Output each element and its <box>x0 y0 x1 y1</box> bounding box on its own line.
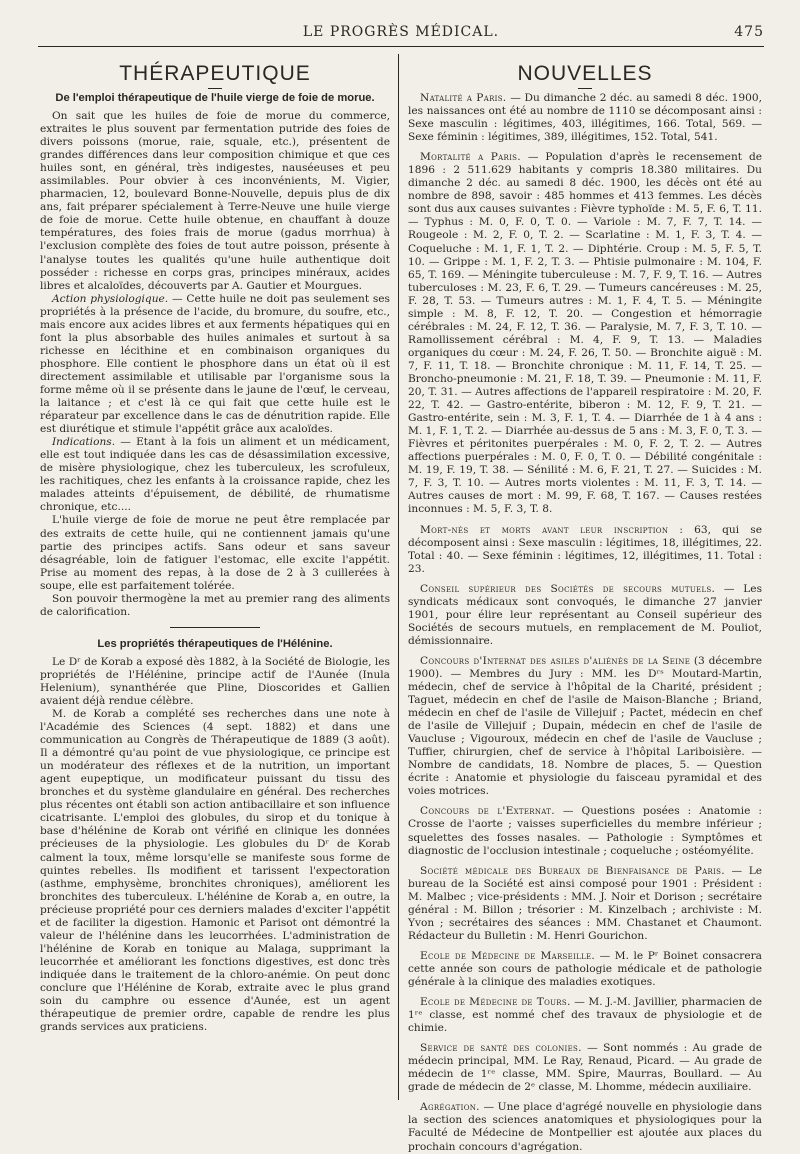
paragraph <box>40 436 390 514</box>
paragraph-text: — Le bureau de la Société est ainsi composé pour 1901 : Président : M. Malbec ; vice-présidents : MM. J. Noir et Dorison ; secrétaire général : M. Billon ; trésorier : M. Kinzelbach ; archiviste : M. Yvon ; secrétaires des séances : MM. Chastanet et Chaumont. Rédacteur du Bulletin : M. Henri Gourichon. <box>408 864 762 942</box>
paragraph-text: — Sont nommés : Au grade de médecin principal, MM. Le Ray, Renaud, Picard. — Au grade de médecin de 1ʳᵉ classe, MM. Spire, Maurras, Boullard. — Au grade de médecin de 2ᵉ classe, M. Lhomme, médecin auxiliaire. <box>408 1042 762 1094</box>
paragraph <box>408 865 762 943</box>
paragraph <box>408 524 762 576</box>
paragraph-text: — Une place d'agrégé nouvelle en physiologie dans la section des sciences anatomiques et physiologiques pour la Faculté de Médecine de Montpellier est ajoutée aux places du prochain concours d'agrégation. <box>408 1101 762 1153</box>
section-title-nouvelles: NOUVELLES <box>517 62 653 85</box>
paragraph-text: Son pouvoir thermogène la met au premier rang des aliments de calorification. <box>40 592 390 618</box>
paragraph-text: — Cette huile ne doit pas seulement ses propriétés à la présence de l'acide, du bromure, du soufre, etc., mais encore aux acides libres et aux ferments hépatiques qui en font la plus absorbable des huiles animales et surtout à sa richesse en lécithine et en combinaison organiques du phosphore. Elle contient le phosphore dans un état où il est directement assimilable et utilisable par l'organisme sous la forme même où il se présente dans le jaune de l'œuf, le cerveau, la laitance ; et c'est là ce qui fait que cette huile est le réparateur par excellence dans le cas de dénutrition rapide. Elle est diurétique et stimule l'appétit grâce aux acaloïdes. <box>40 292 390 436</box>
paragraph-lead: Concours de l'Externat. <box>420 805 555 818</box>
paragraph <box>40 593 390 619</box>
paragraph-lead: Société médicale des Bureaux de Bienfaisance de Paris. <box>420 864 725 877</box>
paragraph-text: — Du dimanche 2 déc. au samedi 8 déc. 1900, les naissances ont été au nombre de 1110 se décomposant ainsi : Sexe masculin : légitimes, 403, illégitimes, 166. Total, 569. — Sexe féminin : légitimes, 389, illégitimes, 152. Total, 541. <box>408 92 762 144</box>
left-column <box>40 56 390 1106</box>
paragraph-lead: Ecole de Médecine de Tours. <box>420 996 571 1009</box>
paragraph-lead: Action physiologique. <box>52 292 169 305</box>
paragraph-lead: Concours d'Internat des asiles d'aliénés de la Seine <box>420 654 691 667</box>
paragraph-text: — Etant à la fois un aliment et un médicament, elle est tout indiquée dans les cas de désassimilation excessive, de misère physiologique, chez les tuberculeux, les scrofuleux, les rachitiques, chez les enfants à la croissance rapide, chez les malades atteints d'épuisement, de débilité, de rhumatisme chronique, etc.... <box>40 436 390 514</box>
article-title-helenine: Les propriétés thérapeutiques de l'Hélénine. <box>97 637 333 650</box>
article-body-helenine <box>40 656 390 1034</box>
paragraph-text: M. de Korab a complété ses recherches dans une note à l'Académie des Sciences (4 sept. 1882) et dans une communication au Congrès de Thérapeutique de 1889 (3 août). Il a démontré qu'au point de vue physiologique, ce principe est un modérateur des réflexes et de la nutrition, un important agent eupeptique, un modificateur puissant du tissu des bronches et du système glandulaire en général. Des recherches plus récentes ont établi son action antibacillaire et son influence cicatrisante. L'emploi des globules, du sirop et du tonique à base d'hélénine de Korab ont vérifié en clinique les données précieuses de la physiologie. Les globules du Dʳ de Korab calment la toux, même lorsqu'elle se manifeste sous forme de quintes rebelles. Ils modifient et tarissent l'expectoration (asthme, emphysème, bronchites chroniques), améliorent les bronchites des tuberculeux. L'hélénine de Korab a, en outre, la précieuse propriété pour ces derniers malades d'exciter l'appétit et de faciliter la digestion. Hamonic et Parisot ont démontré la valeur de l'hélénine dans les leucorrhées. L'administration de l'hélénine de Korab en tonique au Malaga, supprimant la leucorrhée et améliorant les fonctions digestives, est donc très indiquée dans le traitement de la chloro-anémie. On peut donc conclure que l'Hélénine de Korab, extraite avec le plus grand soin du camphre ou essence d'Aunée, est un agent thérapeutique de premier ordre, capable de rendre les plus grands services aux praticiens. <box>40 708 390 1034</box>
paragraph-text: L'huile vierge de foie de morue ne peut être remplacée par des extraits de cette huile, qui ne contiennent jamais qu'une partie des principes actifs. Sans odeur et sans saveur désagréable, loin de fatiguer l'estomac, elle excite l'appétit. Prise au moment des repas, à la dose de 2 à 3 cuillerées à soupe, elle est parfaitement tolérée. <box>40 514 390 592</box>
paragraph-lead: Agrégation. <box>420 1101 480 1114</box>
article-title-huile: De l'emploi thérapeutique de l'huile vierge de foie de morue. <box>55 92 375 104</box>
page-number: 475 <box>734 24 764 40</box>
paragraph <box>408 151 762 516</box>
paragraph <box>408 950 762 989</box>
paragraph <box>408 996 762 1035</box>
header-rule <box>38 46 764 47</box>
paragraph-lead: Mort-nés et morts avant leur inscription <box>420 523 669 536</box>
running-head <box>38 24 764 44</box>
article-body-huile <box>40 110 390 619</box>
paragraph-text: Le Dʳ de Korab a exposé dès 1882, à la Société de Biologie, les propriétés de l'Hélénine, principe actif de l'Aunée (Inula Helenium), synanthérée que Pline, Dioscorides et Gallien avaient déjà rendue célèbre. <box>40 655 390 707</box>
paragraph <box>408 1042 762 1094</box>
title-dash <box>578 88 592 89</box>
journal-title: LE PROGRÈS MÉDICAL. <box>302 24 500 40</box>
paragraph <box>408 92 762 144</box>
paragraph <box>408 583 762 648</box>
paragraph <box>40 293 390 437</box>
paragraph <box>408 655 762 799</box>
paragraph <box>40 514 390 592</box>
paragraph-text: — M. J.-M. Javillier, pharmacien de 1ʳᵉ classe, est nommé chef des travaux de physiologie et de chimie. <box>408 996 763 1035</box>
column-divider <box>398 54 399 1100</box>
right-column <box>408 56 763 1153</box>
news-list <box>408 92 762 1154</box>
paragraph-lead: Indications. <box>52 436 116 449</box>
paragraph-text: (3 décembre 1900). — Membres du Jury : MM. les Dʳˢ Moutard-Martin, médecin, chef de service à l'hôpital de la Charité, président ; Taguet, médecin en chef de l'asile de Maison-Blanche ; Briand, médecin en chef de l'asile de Villejuif ; Pactet, médecin en chef de l'asile de Villejuif ; Dupain, médecin en chef de l'asile de Vaucluse ; Vigouroux, médecin en chef de l'asile de Vaucluse ; Tuffier, chirurgien, chef de service à l'hôpital Lariboisière. — Nombre de candidats, 18. Nombre de places, 5. — Question écrite : Anatomie et physiologie du faisceau pyramidal et des voies motrices. <box>408 654 762 798</box>
paragraph-text: — M. le Pʳ Boinet consacrera cette année son cours de pathologie médicale et de pathologie générale à la clinique des maladies exotiques. <box>408 949 762 988</box>
paragraph-text: — Population d'après le recensement de 1896 : 2 511.629 habitants y compris 18.380 militaires. Du dimanche 2 déc. au samedi 8 déc. 1900, les décès ont été au nombre de 898, savoir : 485 hommes et 413 femmes. Les décès sont dus aux causes suivantes : Fièvre typhoïde : M. 5, F. 6, T. 11. — Typhus : M. 0, F. 0, T. 0. — Variole : M. 7, F. 7, T. 14. — Rougeole : M. 2, F. 0, T. 2. — Scarlatine : M. 1, F. 3, T. 4. — Coqueluche : M. 1, F. 1, T. 2. — Diphtérie. Croup : M. 5, F. 5, T. 10. — Grippe : M. 1, F. 2, T. 3. — Phtisie pulmonaire : M. 104, F. 65, T. 169. — Méningite tuberculeuse : M. 7, F. 9, T. 16. — Autres tuberculoses : M. 23, F. 6, T. 29. — Tumeurs cancéreuses : M. 25, F. 28, T. 53. — Tumeurs autres : M. 1, F. 4, T. 5. — Méningite simple : M. 8, F. 12, T. 20. — Congestion et hémorragie cérébrales : M. 24, F. 12, T. 36. — Paralysie, M. 7, F. 3, T. 10. — Ramollissement cérébral : M. 4, F. 9, T. 13. — Maladies organiques du cœur : M. 24, F. 26, T. 50. — Bronchite aiguë : M. 7, F. 11, T. 18. — Bronchite chronique : M. 11, F. 14, T. 25. — Broncho-pneumonie : M. 21, F. 18, T. 39. — Pneumonie : M. 11, F. 20, T. 31. — Autres affections de l'appareil respiratoire : M. 20, F. 22, T. 42. — Gastro-entérite, biberon : M. 12, F. 9, T. 21. — Gastro-entérite, sein : M. 3, F. 1, T. 4. — Diarrhée de 1 à 4 ans : M. 1, F. 1, T. 2. — Diarrhée au-dessus de 5 ans : M. 3, F. 0, T. 3. — Fièvres et péritonites puerpérales : M. 0, F. 2, T. 2. — Autres affections puerpérales : M. 0, F. 0, T. 0. — Débilité congénitale : M. 19, F. 19, T. 38. — Sénilité : M. 6, F. 21, T. 27. — Suicides : M. 7, F. 3, T. 10. — Autres morts violentes : M. 11, F. 3, T. 14. — Autres causes de mort : M. 99, F. 68, T. 167. — Causes restées inconnues : M. 5, F. 3, T. 8. <box>408 151 762 516</box>
paragraph-lead: Natalité a Paris. <box>420 92 507 104</box>
title-dash <box>208 88 222 89</box>
paragraph-lead: Ecole de Médecine de Marseille. <box>420 949 596 962</box>
paragraph-text: — Les syndicats médicaux sont convoqués, le dimanche 27 janvier 1901, pour élire leur représentant au Conseil supérieur des Sociétés de secours mutuels, en remplacement de M. Pouliot, démissionnaire. <box>408 582 762 647</box>
paragraph <box>408 805 762 857</box>
paragraph <box>408 1101 762 1153</box>
section-title-therapeutique: THÉRAPEUTIQUE <box>119 62 311 85</box>
paragraph-text: — Questions posées : Anatomie : Crosse de l'aorte ; vaisses superficielles du membre inférieur ; squelettes des fosses nasales. — Pathologie : Symptômes et diagnostic de l'occlusion intestinale ; coqueluche ; ostéomyélite. <box>408 805 762 857</box>
article-separator <box>170 627 260 628</box>
paragraph-text: On sait que les huiles de foie de morue du commerce, extraites le plus souvent par fermentation putride des foies de divers poissons (morue, raie, squale, etc.), présentent de grandes différences dans leur composition chimique et que ces huiles sont, en général, très indigestes, nauséeuses et peu assimilables. Pour obvier à ces inconvénients, M. Vigier, pharmacien, 12, boulevard Bonne-Nouvelle, depuis plus de dix ans, fait préparer spécialement à Terre-Neuve une huile vierge de foie de morue. Cette huile obtenue, en chauffant à douze températures, des foies frais de morue (gadus morrhua) à l'exclusion complète des foies de tout autre poisson, présente à l'analyse toutes les qualités qu'une huile authentique doit posséder : richesse en corps gras, principes minéraux, acides libres et alcaloïdes, découverts par A. Gautier et Mourgues. <box>40 110 390 292</box>
paragraph <box>40 110 390 293</box>
paragraph-text: : 63, qui se décomposent ainsi : Sexe masculin : légitimes, 18, illégitimes, 22. Total : 40. — Sexe féminin : légitimes, 12, illégitimes, 11. Total : 23. <box>408 523 762 575</box>
paragraph-lead: Mortalité a Paris. <box>420 151 521 164</box>
paragraph <box>40 656 390 708</box>
paragraph-lead: Conseil supérieur des Sociétés de secours mutuels. <box>420 582 716 595</box>
paragraph <box>40 708 390 1034</box>
paragraph-lead: Service de santé des colonies. <box>420 1042 582 1055</box>
